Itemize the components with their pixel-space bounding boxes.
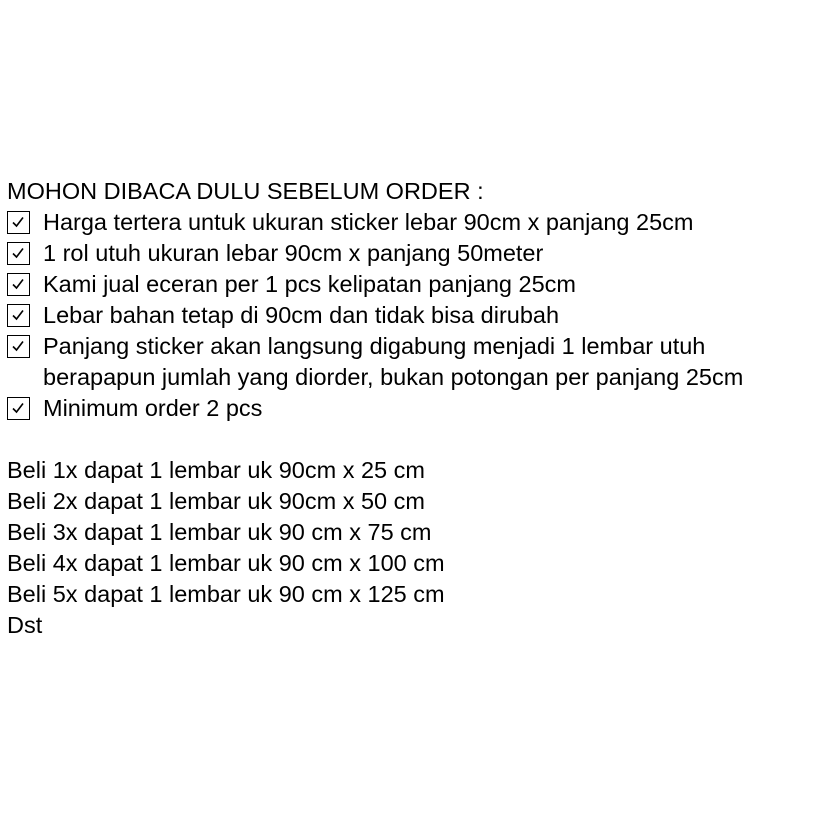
- rule-text-continuation: berapapun jumlah yang diorder, bukan potongan per panjang 25cm: [43, 364, 744, 390]
- checkbox-checked-icon: [7, 273, 30, 296]
- rule-item: [7, 207, 817, 238]
- rule-item: [7, 300, 817, 331]
- rule-text-multiline: [43, 331, 743, 393]
- pricing-item: Beli 2x dapat 1 lembar uk 90cm x 50 cm: [7, 488, 425, 514]
- rule-text: Minimum order 2 pcs: [43, 395, 263, 421]
- section-spacer: [7, 424, 817, 455]
- rule-item: [7, 238, 817, 269]
- notice-heading: MOHON DIBACA DULU SEBELUM ORDER :: [7, 178, 484, 204]
- rule-item: [7, 331, 817, 393]
- checkbox-checked-icon: [7, 211, 30, 234]
- rule-text: Harga tertera untuk ukuran sticker lebar 90cm x panjang 25cm: [43, 209, 694, 235]
- checkbox-checked-icon: [7, 242, 30, 265]
- notice-document: [7, 176, 817, 641]
- rule-text: Kami jual eceran per 1 pcs kelipatan panjang 25cm: [43, 271, 576, 297]
- rule-text: Panjang sticker akan langsung digabung menjadi 1 lembar utuh: [43, 333, 706, 359]
- rule-item: [7, 269, 817, 300]
- pricing-item: Beli 1x dapat 1 lembar uk 90cm x 25 cm: [7, 457, 425, 483]
- rules-list: [7, 207, 817, 424]
- rule-text: Lebar bahan tetap di 90cm dan tidak bisa dirubah: [43, 302, 560, 328]
- footer-text: Dst: [7, 612, 43, 638]
- checkbox-checked-icon: [7, 304, 30, 327]
- pricing-item: Beli 3x dapat 1 lembar uk 90 cm x 75 cm: [7, 519, 432, 545]
- rule-text: 1 rol utuh ukuran lebar 90cm x panjang 50meter: [43, 240, 544, 266]
- checkbox-checked-icon: [7, 335, 30, 358]
- checkbox-checked-icon: [7, 397, 30, 420]
- rule-item: [7, 393, 817, 424]
- pricing-item: Beli 4x dapat 1 lembar uk 90 cm x 100 cm: [7, 550, 445, 576]
- pricing-item: Beli 5x dapat 1 lembar uk 90 cm x 125 cm: [7, 581, 445, 607]
- pricing-list: [7, 455, 817, 610]
